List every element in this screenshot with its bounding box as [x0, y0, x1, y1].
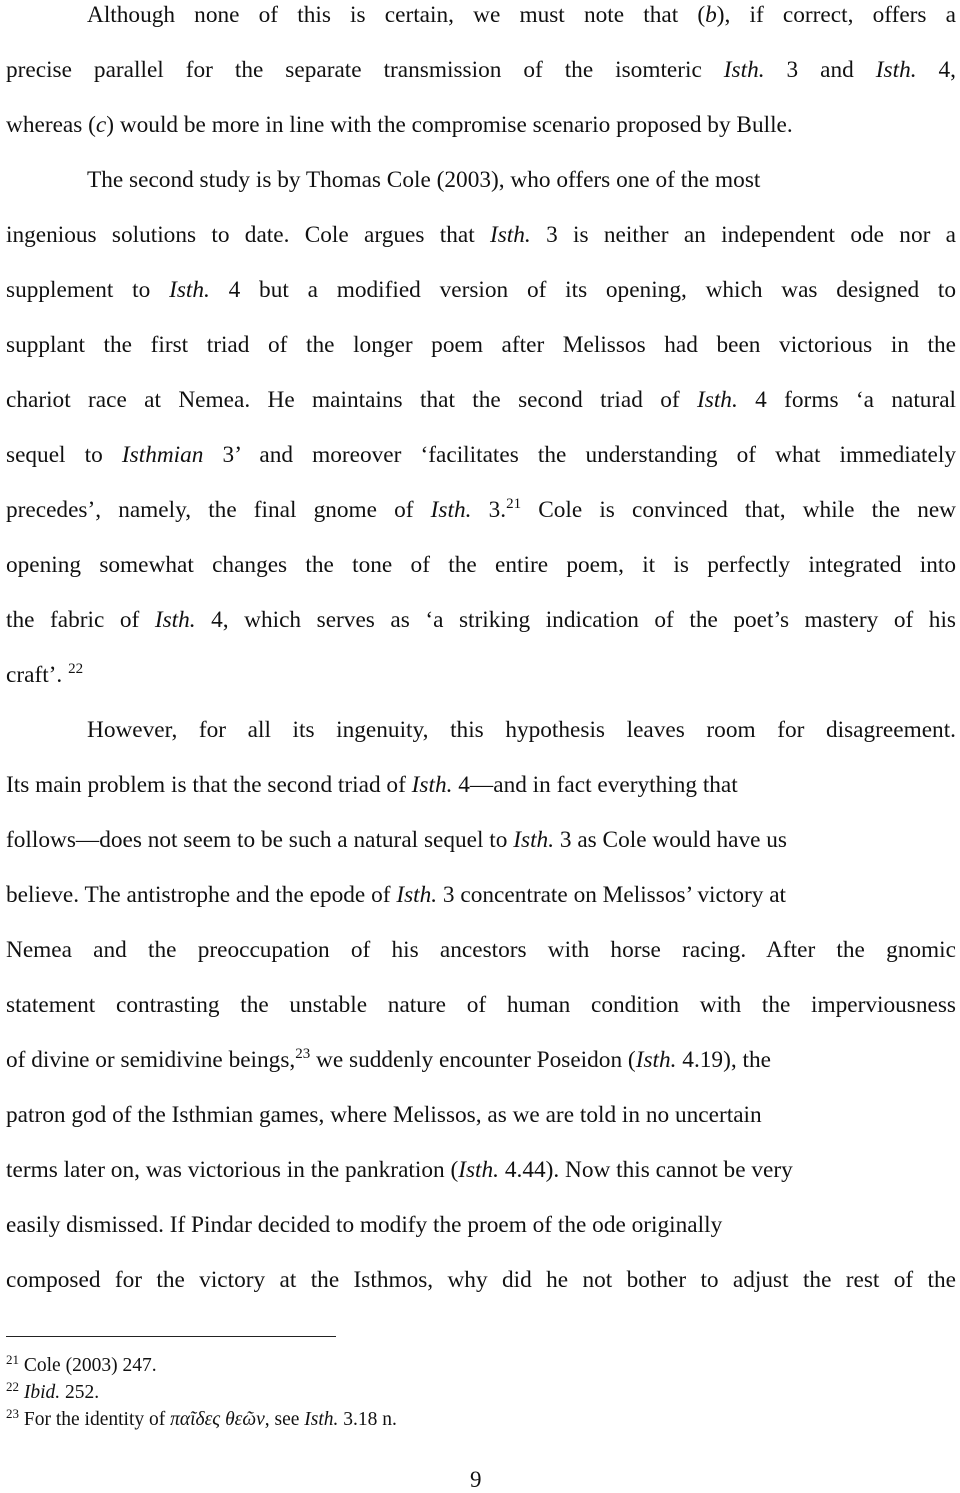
text-line: precedes’, namely, the final gnome of Isth. 3.21 Cole is convinced that, while the new: [6, 496, 957, 523]
text-line: The second study is by Thomas Cole (2003), who offers one of the most: [87, 167, 761, 193]
text-line: sequel to Isthmian 3’ and moreover ‘facilitates the understanding of what immediately: [6, 442, 956, 468]
text-line: supplant the first triad of the longer poem after Melissos had been victorious in the: [6, 332, 956, 358]
text-line: follows—does not seem to be such a natural sequel to Isth. 3 as Cole would have us: [6, 827, 787, 853]
text-line: ingenious solutions to date. Cole argues that Isth. 3 is neither an independent ode nor a: [6, 222, 956, 248]
footnote-ref-23[interactable]: 23: [295, 1046, 311, 1062]
text-line: the fabric of Isth. 4, which serves as ‘a striking indication of the poet’s mastery of his: [6, 607, 956, 633]
text-line: whereas (c) would be more in line with the compromise scenario proposed by Bulle.: [6, 112, 793, 138]
text-line: of divine or semidivine beings,$^{23}$ we suddenly encounter Poseidon (Isth. 4.19), the: [6, 1046, 771, 1073]
text-line: precise parallel for the separate transmission of the isomteric Isth. 3 and Isth. 4,: [6, 57, 956, 83]
text-line: craft’. $^{22}$: [6, 661, 84, 688]
text-line: statement contrasting the unstable nature of human condition with the imperviousness: [6, 992, 956, 1018]
footnote-23: $^{23}$ For the identity of παῖδες θεῶν, see Isth. 3.18 n.: [6, 1406, 397, 1430]
text-line: Although none of this is certain, we must note that (b), if correct, offers a: [87, 2, 956, 28]
text-line: believe. The antistrophe and the epode of Isth. 3 concentrate on Melissos’ victory at: [6, 882, 787, 908]
footnote-separator: [6, 1336, 336, 1337]
text-line: patron god of the Isthmian games, where Melissos, as we are told in no uncertain: [6, 1102, 762, 1128]
footnote-ref-22[interactable]: 22: [68, 661, 84, 677]
footnote-21: $^{21}$ Cole (2003) 247.: [6, 1352, 157, 1376]
greek-phrase: παῖδες θεῶν: [170, 1409, 265, 1430]
text-line: terms later on, was victorious in the pankration (Isth. 4.44). Now this cannot be very: [6, 1157, 793, 1183]
text-line: opening somewhat changes the tone of the entire poem, it is perfectly integrated into: [6, 552, 956, 578]
text-line: Its main problem is that the second triad of Isth. 4—and in fact everything that: [6, 772, 738, 798]
footnote-22: $^{22}$ Ibid. 252.: [6, 1379, 100, 1403]
footnote-ref-21[interactable]: 21: [506, 496, 522, 512]
page-number: 9: [470, 1467, 482, 1492]
text-line: chariot race at Nemea. He maintains that the second triad of Isth. 4 forms ‘a natural: [6, 387, 957, 413]
text-line: Nemea and the preoccupation of his ancestors with horse racing. After the gnomic: [6, 937, 956, 963]
text-line: supplement to Isth. 4 but a modified version of its opening, which was designed to: [6, 277, 956, 303]
text-line: composed for the victory at the Isthmos, why did he not bother to adjust the rest of the: [6, 1267, 956, 1293]
text-line: easily dismissed. If Pindar decided to modify the proem of the ode originally: [6, 1212, 723, 1238]
text-line: However, for all its ingenuity, this hypothesis leaves room for disagreement.: [87, 717, 956, 743]
